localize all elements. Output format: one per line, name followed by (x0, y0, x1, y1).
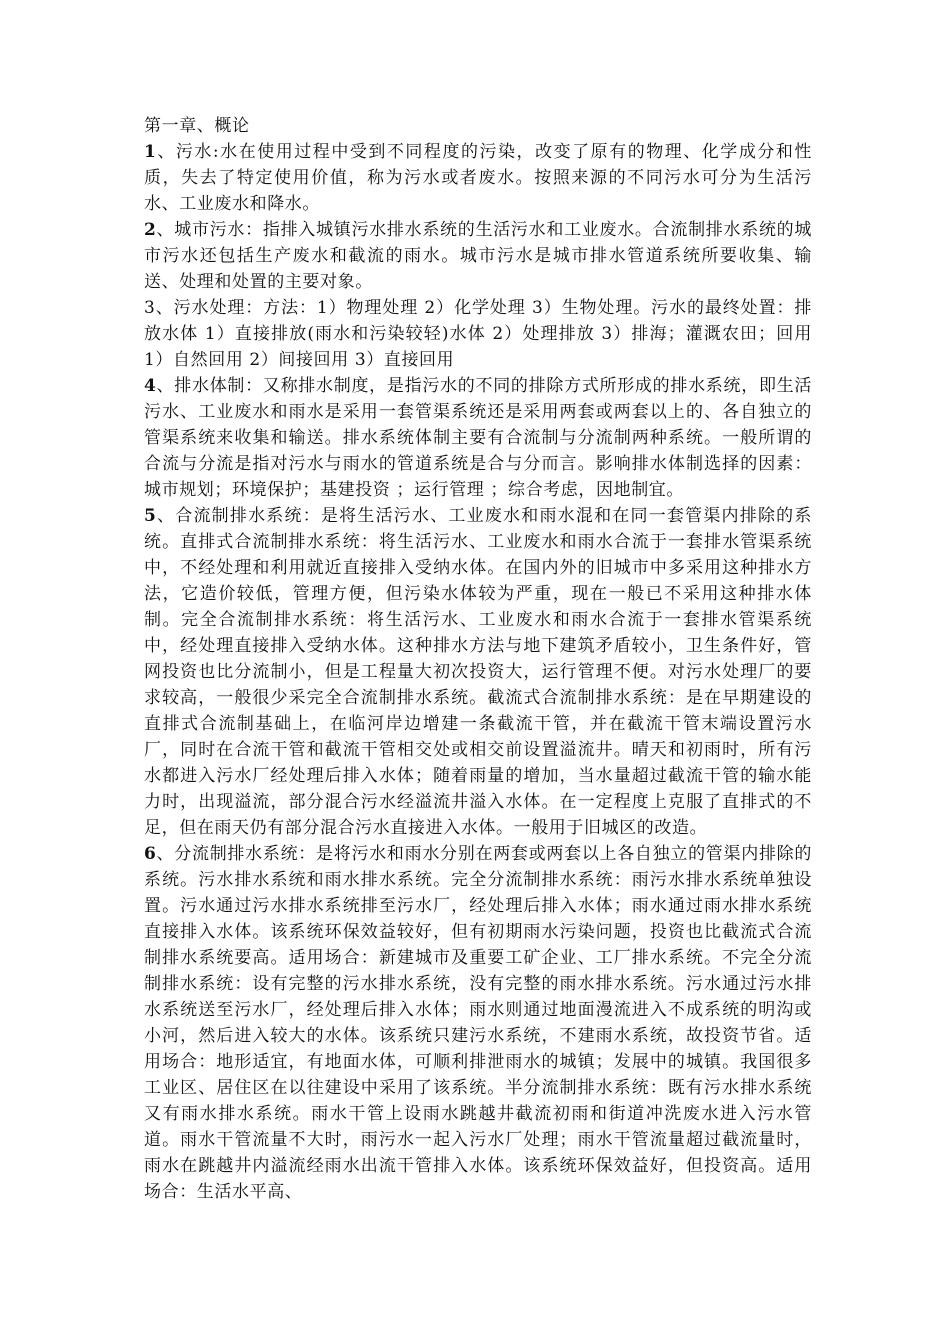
paragraph-text: 、合流制排水系统：是将生活污水、工业废水和雨水混和在同一套管渠内排除的系统。直排式合流制排水系统：将生活污水、工业废水和雨水合流于一套排水管渠系统中，不经处理和利用就近直接排入受纳水体。在国内外的旧城市中多采用这种排水方法，它造价较低，管理方便，但污染水体较为严重，现在一般已不采用这种排水体制。完全合流制排水系统：将生活污水、工业废水和雨水合流于一套排水管渠系统中，经处理直接排入受纳水体。这种排水方法与地下建筑矛盾较小，卫生条件好，管网投资也比分流制小，但是工程量大初次投资大，运行管理不便。对污水处理厂的要求较高，一般很少采完全合流制排水系统。截流式合流制排水系统：是在早期建设的直排式合流制基础上，在临河岸边增建一条截流干管，并在截流干管末端设置污水厂，同时在合流干管和截流干管相交处或相交前设置溢流井。晴天和初雨时，所有污水都进入污水厂经处理后排入水体；随着雨量的增加，当水量超过截流干管的输水能力时，出现溢流，部分混合污水经溢流井溢入水体。在一定程度上克服了直排式的不足，但在雨天仍有部分混合污水直接进入水体。一般用于旧城区的改造。 (144, 506, 812, 838)
paragraph-6 (144, 841, 812, 1205)
paragraph-text: 、城市污水：指排入城镇污水排水系统的生活污水和工业废水。合流制排水系统的城市污水还包括生产废水和截流的雨水。城市污水是城市排水管道系统所要收集、输送、处理和处置的主要对象。 (144, 220, 812, 292)
paragraph-number: 5 (144, 506, 157, 526)
paragraph-3 (144, 295, 812, 373)
chapter-title: 第一章、概论 (144, 116, 250, 136)
paragraph-1 (144, 139, 812, 217)
paragraph-text: 、污水:水在使用过程中受到不同程度的污染，改变了原有的物理、化学成分和性质，失去了特定使用价值，称为污水或者废水。按照来源的不同污水可分为生活污水、工业废水和降水。 (144, 142, 812, 214)
paragraph-2 (144, 217, 812, 295)
document-body (144, 113, 812, 1205)
paragraph-5 (144, 503, 812, 841)
paragraph-number: 1 (144, 142, 157, 162)
paragraph-text: 、排水体制：又称排水制度，是指污水的不同的排除方式所形成的排水系统，即生活污水、工业废水和雨水是采用一套管渠系统还是采用两套或两套以上的、各自独立的管渠系统来收集和输送。排水系统体制主要有合流制与分流制两种系统。一般所谓的合流与分流是指对污水与雨水的管道系统是合与分而言。影响排水体制选择的因素：城市规划；环境保护；基建投资 ；运行管理 ；综合考虑，因地制宜。 (144, 376, 812, 500)
paragraph-text: 、污水处理：方法：1）物理处理 2）化学处理 3）生物处理。污水的最终处置：排放水体 1）直接排放(雨水和污染较轻)水体 2）处理排放 3）排海；灌溉农田；回用 1）自然回用 2）间接回用 3）直接回用 (144, 298, 812, 370)
paragraph-text: 、分流制排水系统：是将污水和雨水分别在两套或两套以上各自独立的管渠内排除的系统。污水排水系统和雨水排水系统。完全分流制排水系统：雨污水排水系统单独设置。污水通过污水排水系统排至污水厂，经处理后排入水体；雨水通过雨水排水系统直接排入水体。该系统环保效益较好，但有初期雨水污染问题，投资也比截流式合流制排水系统要高。适用场合：新建城市及重要工矿企业、工厂排水系统。不完全分流制排水系统：设有完整的污水排水系统，没有完整的雨水排水系统。污水通过污水排水系统送至污水厂，经处理后排入水体；雨水则通过地面漫流进入不成系统的明沟或小河，然后进入较大的水体。该系统只建污水系统，不建雨水系统，故投资节省。适用场合：地形适宜，有地面水体，可顺利排泄雨水的城镇；发展中的城镇。我国很多工业区、居住区在以往建设中采用了该系统。半分流制排水系统：既有污水排水系统又有雨水排水系统。雨水干管上设雨水跳越井截流初雨和街道冲洗废水进入污水管道。雨水干管流量不大时，雨污水一起入污水厂处理；雨水干管流量超过截流量时，雨水在跳越井内溢流经雨水出流干管排入水体。该系统环保效益好，但投资高。适用场合：生活水平高、 (144, 844, 812, 1202)
paragraph-number: 3 (144, 298, 156, 318)
paragraph-number: 2 (144, 220, 157, 240)
paragraph-4 (144, 373, 812, 503)
paragraph-number: 6 (144, 844, 157, 864)
paragraph-number: 4 (144, 376, 157, 396)
